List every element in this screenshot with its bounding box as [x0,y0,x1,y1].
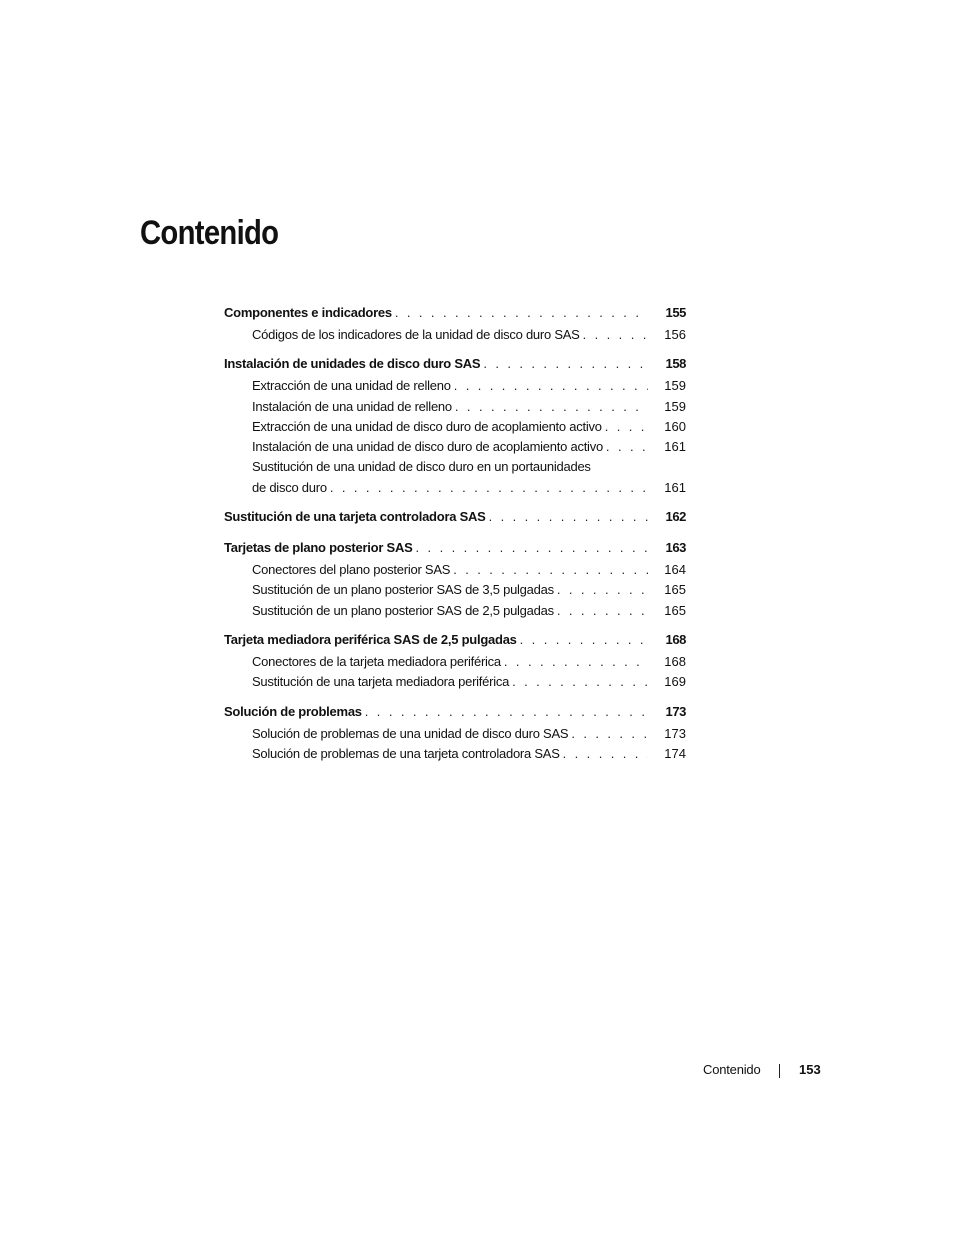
toc-heading-entry[interactable] [224,538,686,560]
toc-subentry-page: 161 [664,479,686,495]
dot-leader [583,325,648,345]
toc-subentry-label: Instalación de una unidad de relleno [252,398,452,414]
toc-subentry-label: Sustitución de una tarjeta mediadora periférica [252,674,510,690]
toc-subentry-label: Códigos de los indicadores de la unidad de disco duro SAS [252,327,580,342]
toc-heading-page: 173 [665,703,686,719]
toc-subentry-label: Extracción de una unidad de relleno [252,378,451,394]
toc-section [224,354,686,498]
dot-leader [454,376,648,396]
toc-heading-entry[interactable] [224,354,686,376]
toc-subentry-page: 164 [664,562,686,578]
dot-leader [395,303,648,323]
dot-leader [557,580,648,600]
footer-section-title: Contenido [703,1062,761,1077]
toc-subentry-label-line1: Sustitución de una unidad de disco duro en un portaunidades [252,459,591,475]
toc-subentry[interactable] [224,417,686,437]
toc-heading-label: Instalación de unidades de disco duro SAS [224,356,481,372]
toc-subentry[interactable] [224,376,686,396]
toc-subentry-label: Solución de problemas de una unidad de disco duro SAS [252,725,569,741]
dot-leader [605,417,648,437]
dot-leader [330,478,648,498]
toc-subentry[interactable] [224,601,686,621]
toc-heading-label: Solución de problemas [224,703,362,719]
toc-subentry-page: 165 [664,602,686,618]
dot-leader [455,397,648,417]
dot-leader [512,672,648,692]
toc-heading-page: 155 [665,305,686,320]
toc-subentry-page: 161 [664,439,686,455]
toc-subentry-label: Solución de problemas de una tarjeta controladora SAS [252,745,560,761]
toc-section [224,303,686,345]
toc-section [224,630,686,693]
dot-leader [483,354,648,374]
toc-subentry[interactable] [224,437,686,457]
dot-leader [557,601,648,621]
toc-subentry[interactable] [224,724,686,744]
toc-subentry[interactable] [224,457,686,498]
toc-heading-label: Tarjetas de plano posterior SAS [224,540,413,556]
toc-section [224,702,686,765]
toc-subentry-label: Conectores del plano posterior SAS [252,562,451,578]
toc-subentry-page: 168 [664,653,686,669]
toc-subentry[interactable] [224,652,686,672]
dot-leader [504,652,648,672]
toc-subentry[interactable] [224,580,686,600]
toc-subentry-page: 173 [664,725,686,741]
toc-heading-entry[interactable] [224,303,686,325]
toc-subentry-page: 159 [664,398,686,414]
toc-subentry[interactable] [224,672,686,692]
toc-subentry-page: 160 [664,418,686,434]
toc-section [224,538,686,621]
toc-heading-page: 162 [665,509,686,525]
dot-leader [520,630,648,650]
dot-leader [571,724,648,744]
toc-heading-label: Tarjeta mediadora periférica SAS de 2,5 pulgadas [224,631,517,647]
toc-heading-page: 168 [665,631,686,647]
toc-subentry-page: 165 [664,582,686,598]
toc-section [224,507,686,529]
toc-heading-page: 163 [665,540,686,556]
toc-heading-label: Sustitución de una tarjeta controladora SAS [224,509,486,525]
dot-leader [365,702,648,722]
toc-heading-entry[interactable] [224,630,686,652]
toc-heading-page: 158 [665,356,686,372]
footer-separator [779,1064,780,1078]
dot-leader [489,507,648,527]
toc-heading-label: Componentes e indicadores [224,305,392,320]
toc-subentry-label: Sustitución de un plano posterior SAS de 2,5 pulgadas [252,602,554,618]
toc-subentry-page: 174 [664,745,686,761]
toc-subentry-page: 156 [664,327,686,342]
dot-leader [563,744,648,764]
dot-leader [606,437,648,457]
toc-subentry-page: 159 [664,378,686,394]
toc-subentry[interactable] [224,325,686,345]
page-title: Contenido [140,214,279,252]
toc-heading-entry[interactable] [224,702,686,724]
footer-page-number: 153 [799,1062,821,1077]
toc-subentry-label: Extracción de una unidad de disco duro de acoplamiento activo [252,418,602,434]
toc-subentry[interactable] [224,397,686,417]
toc-heading-entry[interactable] [224,507,686,529]
toc-subentry-label: Conectores de la tarjeta mediadora periférica [252,653,501,669]
dot-leader [416,538,648,558]
dot-leader [453,560,648,580]
toc-subentry-label: de disco duro [252,479,327,495]
toc-subentry-label: Sustitución de un plano posterior SAS de 3,5 pulgadas [252,582,554,598]
toc-subentry[interactable] [224,744,686,764]
toc-subentry-page: 169 [664,674,686,690]
toc-subentry-label: Instalación de una unidad de disco duro de acoplamiento activo [252,439,603,455]
table-of-contents [224,303,686,773]
toc-subentry[interactable] [224,560,686,580]
